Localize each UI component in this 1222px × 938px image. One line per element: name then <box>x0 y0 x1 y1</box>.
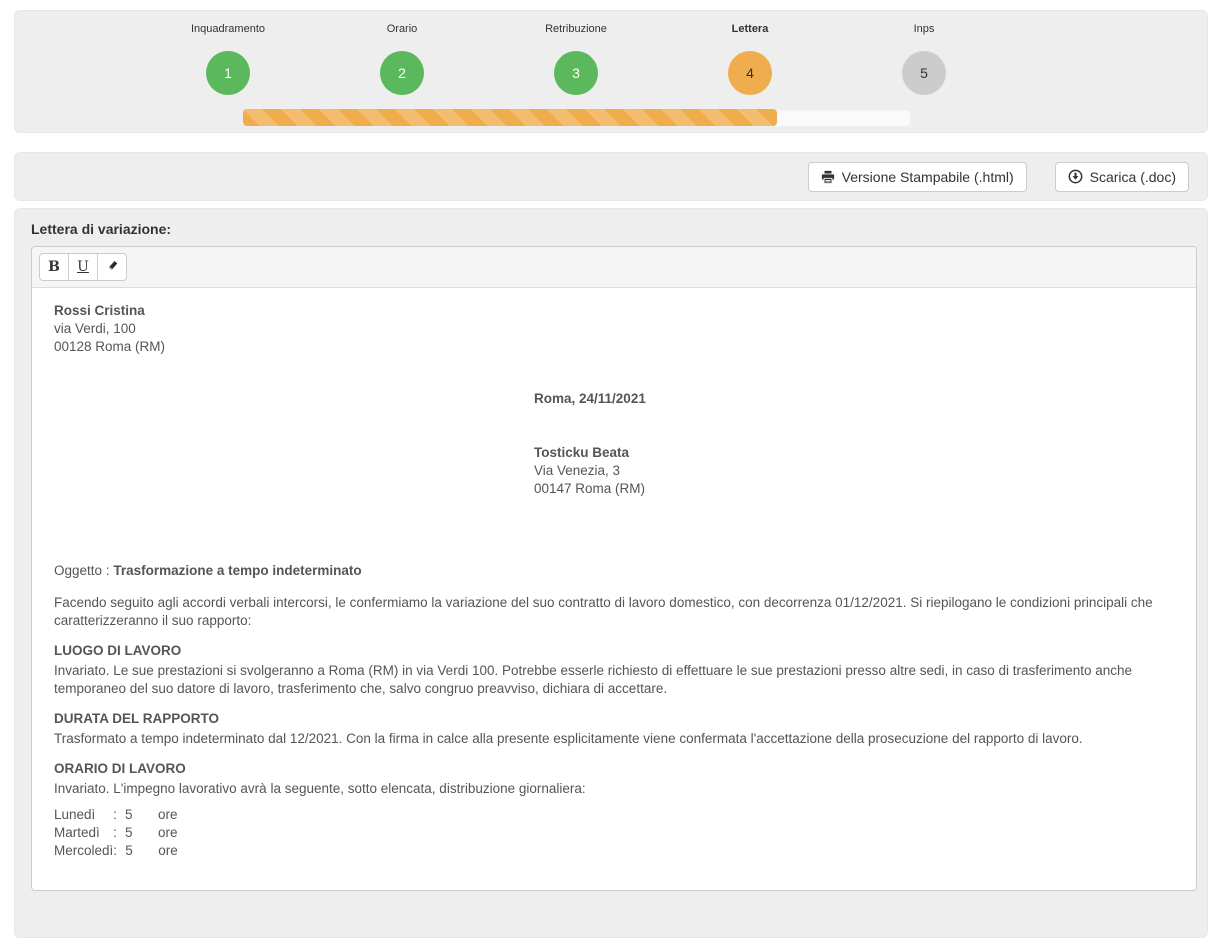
section-heading-durata: DURATA DEL RAPPORTO <box>54 711 220 726</box>
step-circle-4[interactable]: 4 <box>728 51 772 95</box>
schedule-separator: : <box>113 843 118 858</box>
format-button-group <box>39 253 127 281</box>
circle-arrow-down-icon <box>1068 169 1083 184</box>
letter-editor <box>31 246 1197 891</box>
section-body-orario: Invariato. L'impegno lavorativo avrà la seguente, sotto elencata, distribuzione giornaliera: <box>54 781 586 796</box>
schedule-hours: 5 <box>125 825 133 840</box>
step-retribuzione <box>489 23 663 95</box>
recipient-address1: Via Venezia, 3 <box>534 463 621 478</box>
schedule-row-monday <box>54 806 1174 824</box>
download-doc-label: Scarica (.doc) <box>1089 168 1176 185</box>
letter-panel <box>14 208 1208 938</box>
step-label: Inps <box>913 23 935 35</box>
intro-paragraph: Facendo seguito agli accordi verbali intercorsi, le confermiamo la variazione del suo contratto di lavoro domestico, con decorrenza 01/12/2021. Si riepilogano le condizioni principali che caratterizzeranno il suo rapporto: <box>54 595 1153 628</box>
print-html-button[interactable] <box>808 162 1027 192</box>
schedule-row-wednesday <box>54 842 1174 860</box>
sender-address1: via Verdi, 100 <box>54 321 136 336</box>
recipient-address2: 00147 Roma (RM) <box>534 481 646 496</box>
download-doc-button[interactable] <box>1055 162 1189 192</box>
step-inquadramento <box>141 23 315 95</box>
schedule-row-tuesday <box>54 824 1174 842</box>
schedule-unit: ore <box>158 825 178 840</box>
section-heading-orario: ORARIO DI LAVORO <box>54 761 186 776</box>
recipient-name: Tosticku Beata <box>534 445 630 460</box>
step-circle-1[interactable]: 1 <box>206 51 250 95</box>
step-circle-3[interactable]: 3 <box>554 51 598 95</box>
letter-body[interactable] <box>32 288 1196 890</box>
schedule-day: Martedì <box>54 825 100 840</box>
letter-section-title: Lettera di variazione: <box>31 221 172 237</box>
eraser-icon <box>106 259 119 275</box>
remove-format-button[interactable] <box>97 253 127 281</box>
schedule-day: Lunedì <box>54 807 96 822</box>
step-label: Inquadramento <box>191 23 265 35</box>
sender-address2: 00128 Roma (RM) <box>54 339 166 354</box>
daily-schedule <box>54 806 1174 860</box>
step-inps <box>837 23 1011 95</box>
subject-line <box>54 562 1174 580</box>
page <box>0 10 1222 938</box>
stepper-panel <box>14 10 1208 133</box>
underline-icon: U <box>77 259 89 275</box>
subject-label: Oggetto : <box>54 563 110 578</box>
schedule-separator: : <box>113 825 117 840</box>
bold-icon: B <box>48 259 60 275</box>
step-orario <box>315 23 489 95</box>
sender-block <box>54 302 1174 356</box>
schedule-day: Mercoledì <box>54 843 114 858</box>
schedule-separator: : <box>113 807 117 822</box>
section-body-durata: Trasformato a tempo indeterminato dal 12/2021. Con la firma in calce alla presente esplicitamente viene confermata l'accettazione della prosecuzione del rapporto di lavoro. <box>54 731 1083 746</box>
progress-bar <box>243 109 777 126</box>
letter-date: Roma, 24/11/2021 <box>534 391 646 406</box>
schedule-hours: 5 <box>125 843 133 858</box>
progress-track <box>243 109 911 126</box>
stepper <box>141 11 1011 95</box>
print-html-label: Versione Stampabile (.html) <box>841 168 1014 185</box>
schedule-unit: ore <box>158 843 178 858</box>
step-circle-2[interactable]: 2 <box>380 51 424 95</box>
section-body-luogo: Invariato. Le sue prestazioni si svolgeranno a Roma (RM) in via Verdi 100. Potrebbe esserle richiesto di effettuare le sue prestazioni presso altre sedi, in caso di trasferimento anche temporaneo del suo datore di lavoro, trasferimento che, salvo congruo preavviso, dichiara di accettare. <box>54 663 1133 696</box>
step-circle-5[interactable]: 5 <box>902 51 946 95</box>
actions-panel <box>14 152 1208 201</box>
bold-button[interactable] <box>39 253 69 281</box>
sender-name: Rossi Cristina <box>54 303 145 318</box>
step-label: Orario <box>386 23 418 35</box>
printer-icon <box>821 170 835 184</box>
step-label: Lettera <box>731 23 769 35</box>
editor-toolbar <box>32 247 1196 288</box>
step-lettera <box>663 23 837 95</box>
section-heading-luogo: LUOGO DI LAVORO <box>54 643 182 658</box>
recipient-block <box>534 444 1174 498</box>
step-label: Retribuzione <box>545 23 607 35</box>
schedule-hours: 5 <box>125 807 133 822</box>
underline-button[interactable] <box>68 253 98 281</box>
subject-text: Trasformazione a tempo indeterminato <box>113 563 362 578</box>
schedule-unit: ore <box>158 807 178 822</box>
